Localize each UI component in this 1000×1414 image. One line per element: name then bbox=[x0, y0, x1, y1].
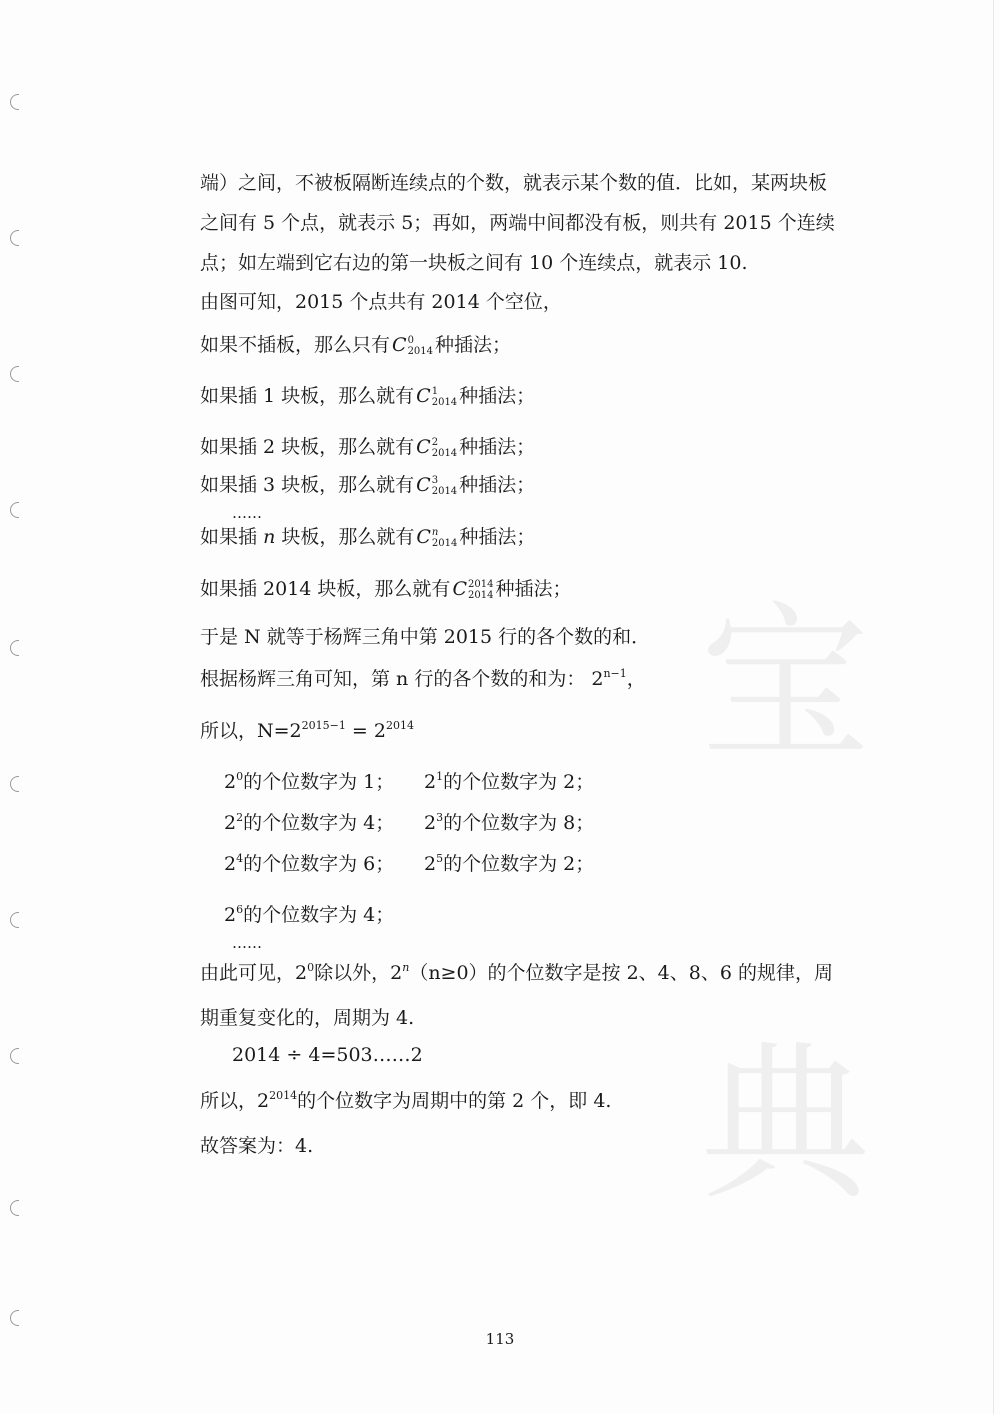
text-fragment: 如果插 2014 块板，那么就有 bbox=[200, 578, 451, 600]
text-line: 点；如左端到它右边的第一块板之间有 10 个连续点，就表示 10. bbox=[200, 252, 748, 274]
binder-hole bbox=[10, 1310, 19, 1326]
math-exponent: n bbox=[402, 961, 410, 974]
binom-indices bbox=[432, 475, 457, 497]
text-fragment: 如果插 1 块板，那么就有 bbox=[200, 385, 415, 407]
watermark-char: 宝 bbox=[700, 586, 871, 784]
text-fragment: 的个位数字为 4； bbox=[243, 904, 395, 926]
binder-hole bbox=[10, 502, 19, 518]
text-fragment: ， bbox=[626, 668, 646, 690]
text-fragment: （n≥0）的个位数字是按 2、4、8、6 的规律，周 bbox=[409, 962, 833, 984]
text-fragment: 所以，N= bbox=[200, 720, 290, 742]
text-fragment: 种插法； bbox=[495, 578, 572, 600]
binom-indices bbox=[408, 335, 433, 357]
binom-letter: C bbox=[416, 526, 431, 548]
binom-letter: C bbox=[416, 474, 431, 496]
math-base: 2 bbox=[373, 720, 386, 742]
binom-bottom: 2014 bbox=[431, 397, 458, 408]
text-fragment: 如果插 3 块板，那么就有 bbox=[200, 474, 415, 496]
text-line: 2014 ÷ 4=503……2 bbox=[232, 1044, 423, 1066]
text-fragment: 的个位数字为 2； bbox=[443, 771, 595, 793]
text-fragment: 如果插 2 块板，那么就有 bbox=[200, 436, 415, 458]
binom-top: 2 bbox=[431, 437, 439, 448]
binom-letter: C bbox=[392, 334, 407, 356]
text-line bbox=[200, 718, 414, 744]
power-item bbox=[424, 769, 594, 795]
text-fragment: 根据杨辉三角可知，第 n 行的各个数的和为： bbox=[200, 668, 586, 690]
binom-top: 0 bbox=[407, 335, 414, 346]
math-exponent: 4 bbox=[236, 852, 244, 865]
math-exponent: 2 bbox=[236, 811, 244, 824]
binom-top: 3 bbox=[431, 475, 439, 486]
text-fragment: 种插法； bbox=[459, 526, 536, 548]
math-exponent: 0 bbox=[307, 961, 315, 974]
text-line: 之间有 5 个点，就表示 5；再如，两端中间都没有板，则共有 2015 个连续 bbox=[200, 212, 835, 234]
text-line bbox=[200, 576, 571, 602]
binom-bottom: 2014 bbox=[407, 346, 434, 357]
text-line: 于是 N 就等于杨辉三角中第 2015 行的各个数的和． bbox=[200, 626, 651, 648]
page-number: 113 bbox=[485, 1330, 515, 1348]
text-line: 端）之间，不被板隔断连续点的个数，就表示某个数的值．比如，某两块板 bbox=[200, 172, 828, 194]
math-base: 2 bbox=[224, 812, 237, 834]
text-fragment: 除以外， bbox=[314, 962, 391, 984]
watermark-char: 典 bbox=[700, 1026, 871, 1224]
math-base: 2 bbox=[591, 668, 604, 690]
math-exponent: 5 bbox=[436, 852, 444, 865]
binder-hole bbox=[10, 94, 19, 110]
text-line: 期重复变化的，周期为 4. bbox=[200, 1007, 415, 1029]
text-line bbox=[200, 332, 511, 358]
math-base: 2 bbox=[424, 771, 437, 793]
binom-letter: C bbox=[416, 436, 431, 458]
text-fragment: 种插法； bbox=[459, 474, 536, 496]
text-fragment: 种插法； bbox=[459, 385, 536, 407]
math-base: 2 bbox=[424, 853, 437, 875]
math-exponent: 1 bbox=[436, 770, 444, 783]
text-fragment: 所以， bbox=[200, 1090, 258, 1112]
binom-indices bbox=[432, 386, 457, 408]
math-exponent: 2014 bbox=[385, 719, 414, 732]
page-edge bbox=[993, 0, 994, 1414]
power-item bbox=[224, 810, 394, 836]
math-exponent: 2015−1 bbox=[301, 719, 346, 732]
math-base: 2 bbox=[289, 720, 302, 742]
power-item bbox=[424, 810, 594, 836]
binomial-coefficient bbox=[452, 576, 493, 602]
binder-hole bbox=[10, 912, 19, 928]
text-fragment: 的个位数字为 2； bbox=[443, 853, 595, 875]
text-line bbox=[200, 960, 833, 986]
math-base: 2 bbox=[390, 962, 403, 984]
binder-hole bbox=[10, 366, 19, 382]
ellipsis: …… bbox=[232, 504, 262, 522]
binom-indices bbox=[468, 579, 493, 601]
text-fragment: 种插法； bbox=[459, 436, 536, 458]
ellipsis: …… bbox=[232, 934, 262, 952]
math-exponent: n−1 bbox=[603, 667, 627, 680]
binom-top: 2014 bbox=[467, 579, 494, 590]
text-line bbox=[200, 1088, 611, 1114]
binder-hole bbox=[10, 1048, 19, 1064]
text-line bbox=[200, 472, 535, 498]
math-base: 2 bbox=[224, 771, 237, 793]
math-operator: = bbox=[345, 720, 374, 742]
text-fragment: 如果插 bbox=[200, 526, 258, 548]
text-line bbox=[200, 434, 535, 460]
binom-letter: C bbox=[452, 578, 467, 600]
text-fragment: 的个位数字为 8； bbox=[443, 812, 595, 834]
math-base: 2 bbox=[424, 812, 437, 834]
binomial-coefficient bbox=[416, 472, 457, 498]
binomial-coefficient bbox=[416, 434, 457, 460]
math-base: 2 bbox=[257, 1090, 270, 1112]
text-fragment: 的个位数字为 1； bbox=[243, 771, 395, 793]
text-fragment: 如果不插板，那么只有 bbox=[200, 334, 391, 356]
binomial-coefficient bbox=[392, 332, 433, 358]
power-item bbox=[424, 851, 594, 877]
binomial-coefficient bbox=[416, 524, 457, 550]
binder-hole bbox=[10, 640, 19, 656]
binder-hole bbox=[10, 230, 19, 246]
math-exponent: 3 bbox=[436, 811, 444, 824]
power-item bbox=[224, 902, 394, 928]
text-line: 由图可知，2015 个点共有 2014 个空位， bbox=[200, 291, 562, 313]
text-line bbox=[200, 383, 535, 409]
power-item bbox=[224, 769, 394, 795]
math-base: 2 bbox=[224, 904, 237, 926]
text-fragment: 种插法； bbox=[435, 334, 512, 356]
text-fragment: 由此可见， bbox=[200, 962, 296, 984]
math-exponent: 2014 bbox=[269, 1089, 298, 1102]
binom-bottom: 2014 bbox=[431, 448, 458, 459]
binom-letter: C bbox=[416, 385, 431, 407]
binder-hole bbox=[10, 776, 19, 792]
text-line bbox=[200, 666, 646, 692]
binom-top: 1 bbox=[431, 386, 439, 397]
math-exponent: 6 bbox=[236, 903, 244, 916]
variable-n: n bbox=[263, 526, 276, 548]
binom-bottom: 2014 bbox=[467, 590, 494, 601]
text-fragment: 块板，那么就有 bbox=[281, 526, 415, 548]
power-item bbox=[224, 851, 394, 877]
text-line: 故答案为：4. bbox=[200, 1135, 314, 1157]
math-exponent: 0 bbox=[236, 770, 244, 783]
text-fragment: 的个位数字为周期中的第 2 个，即 4. bbox=[297, 1090, 612, 1112]
binomial-coefficient bbox=[416, 383, 457, 409]
binom-bottom: 2014 bbox=[431, 486, 458, 497]
math-base: 2 bbox=[224, 853, 237, 875]
binom-top: n bbox=[431, 527, 439, 538]
binom-indices bbox=[432, 527, 457, 549]
binom-indices bbox=[432, 437, 457, 459]
text-fragment: 的个位数字为 6； bbox=[243, 853, 395, 875]
binom-bottom: 2014 bbox=[431, 538, 458, 549]
text-line bbox=[200, 524, 535, 550]
math-base: 2 bbox=[295, 962, 308, 984]
text-fragment: 的个位数字为 4； bbox=[243, 812, 395, 834]
binder-hole bbox=[10, 1200, 19, 1216]
